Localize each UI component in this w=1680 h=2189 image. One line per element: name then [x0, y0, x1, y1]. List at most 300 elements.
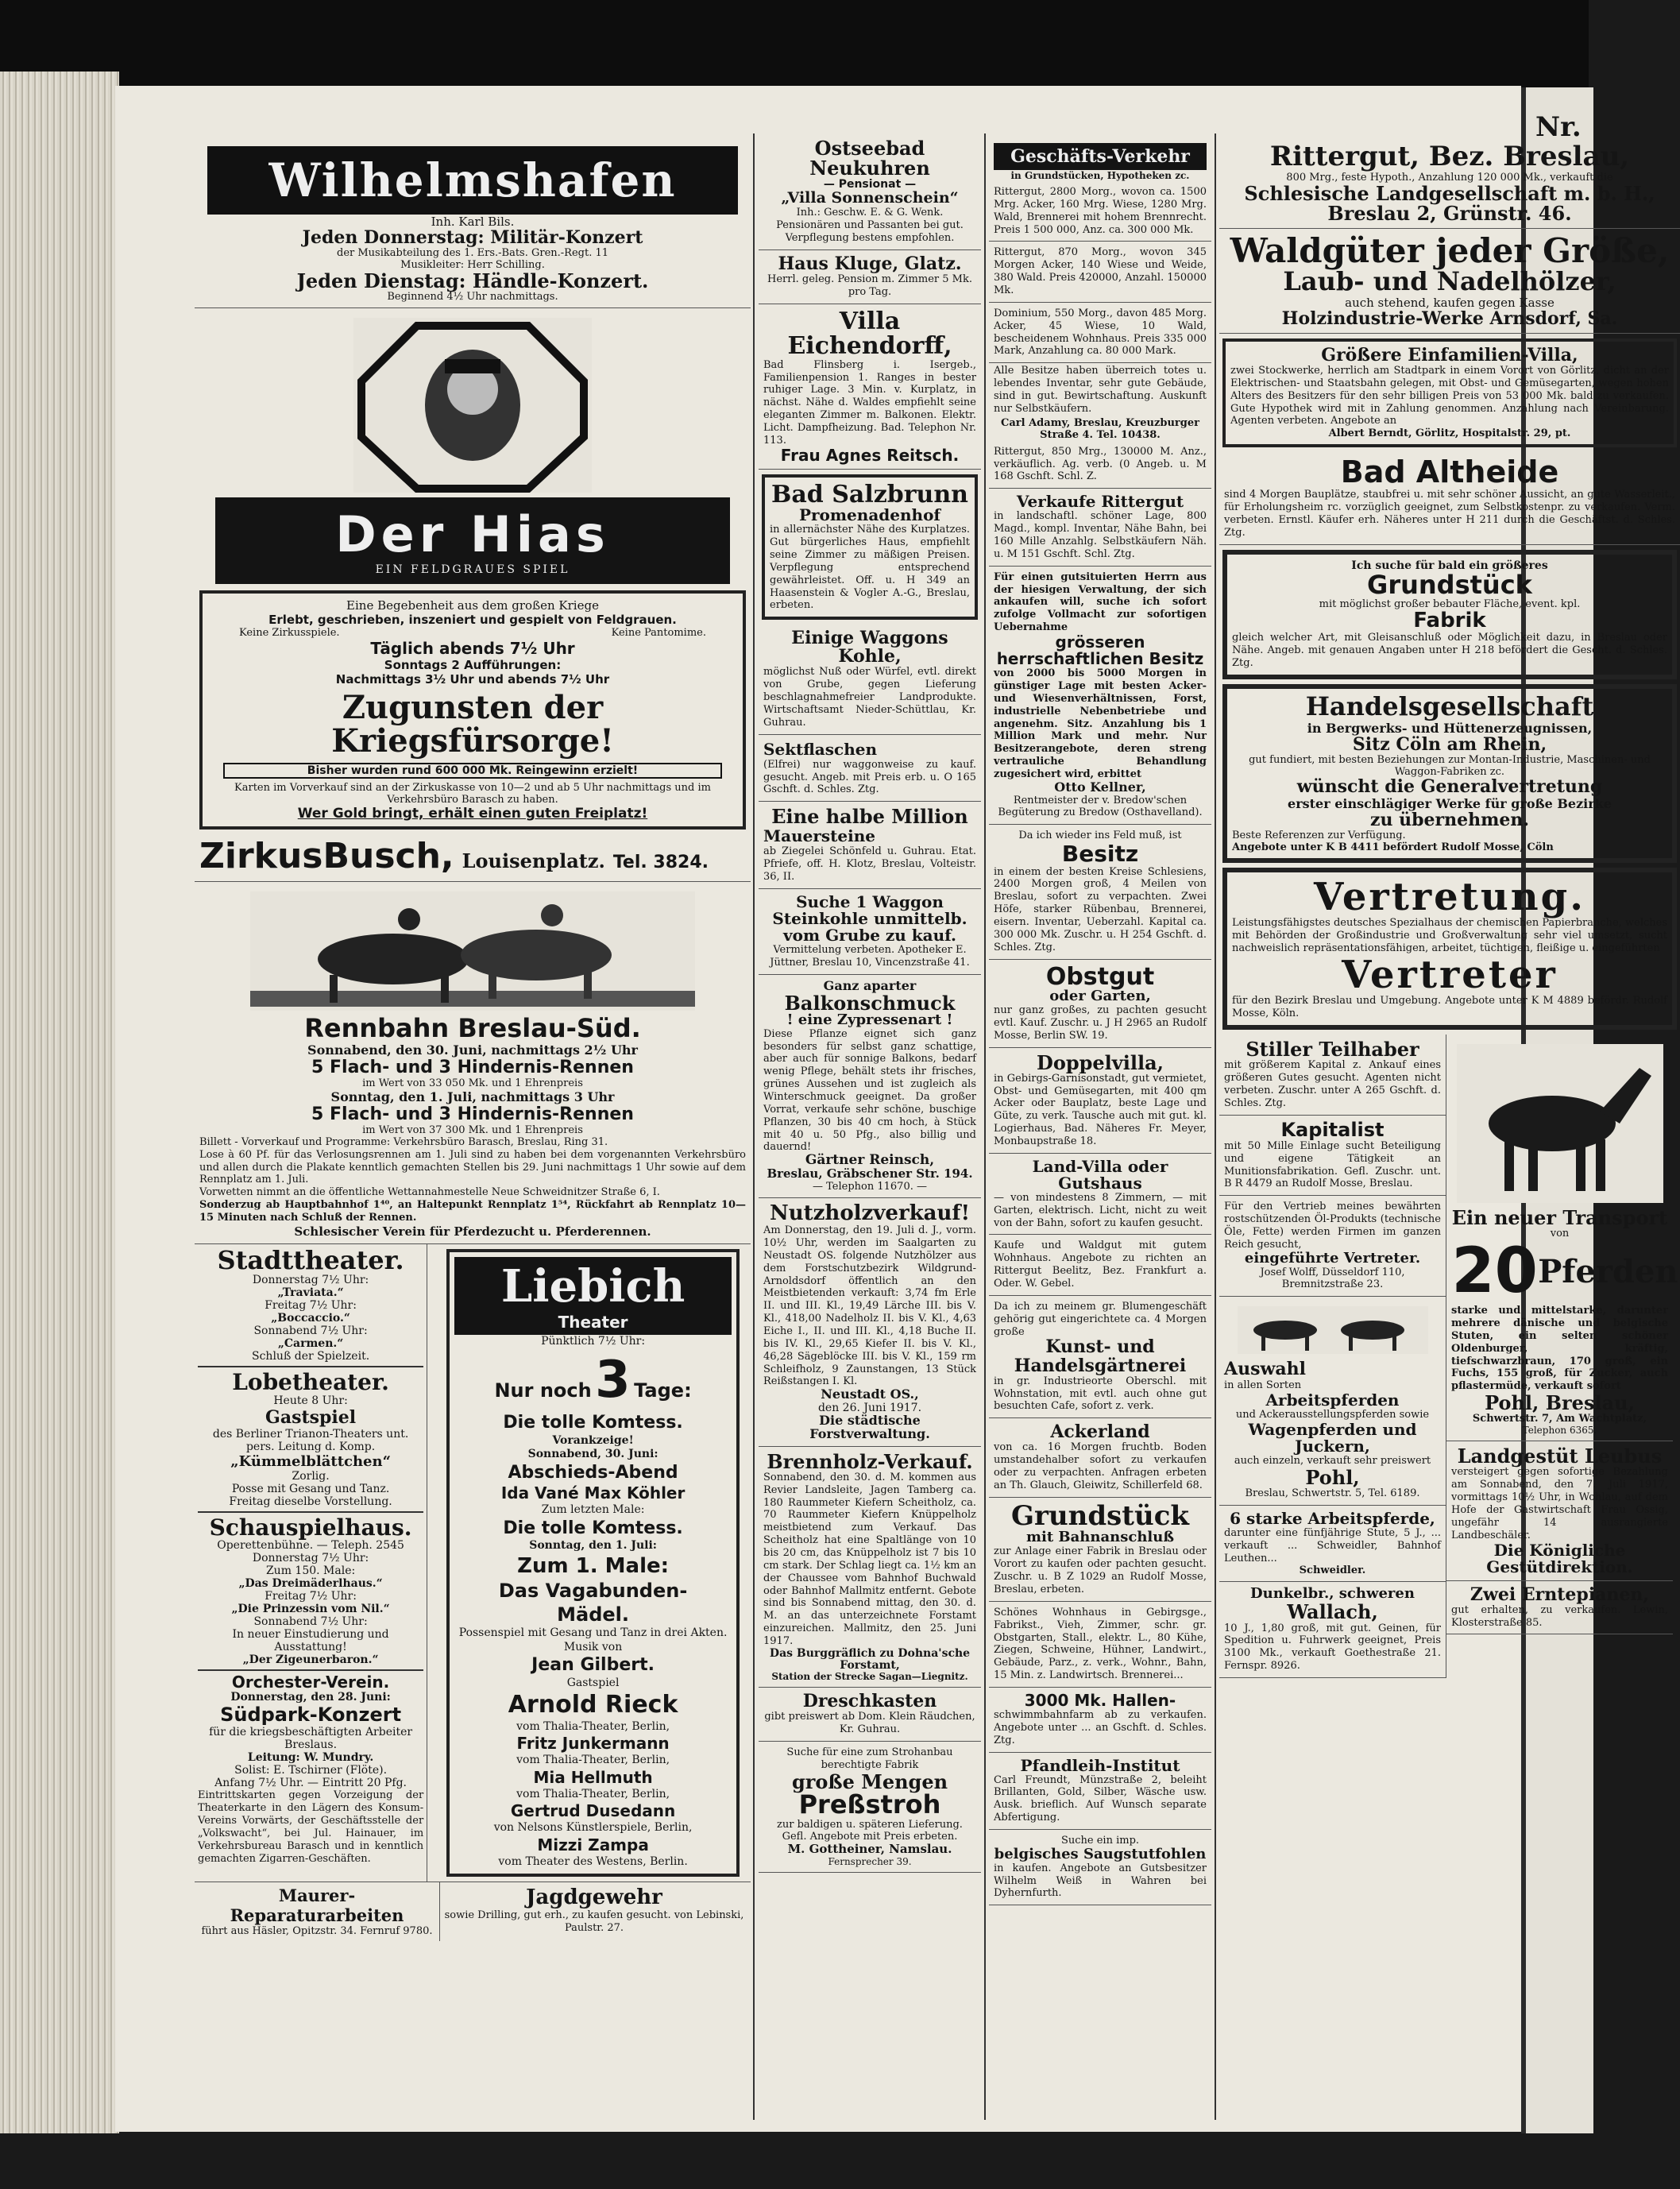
blumen-intro: Da ich zu meinem gr. Blumengeschäft gehörig gut eingerichtete ca. 4 Morgen große	[994, 1300, 1207, 1338]
oele-owner: Josef Wolff, Düsseldorf 110, Bremnitzstraße 23.	[1260, 1266, 1405, 1291]
ad-einfamilien-villa	[1222, 338, 1677, 447]
brennholz-text: Sonnabend, den 30. d. M. kommen aus Revier Landsleite, Jagen Tamberg ca. 180 Raummeter Kiefern Scheitholz, ca. 70 Raummeter Kiefern Knüppelholz meistbietend zum Verkauf. Das Scheitholz hat eine Spaltlänge von 10 bis 20 cm, das Knüppelholz ist 7 bis 10 cm stark. Der Schlag liegt ca. 1½ km an der Chaussee vom Bahnhof Buchwald oder Bahnhof Mallmitz entfernt. Gebote sind bis Sonnabend mittag, den 30. d. M. an das unterzeichnete Forstamt einzureichen. Mallmitz, den 25. Juni 1917.	[763, 1471, 976, 1648]
facing-page-label: Nr.	[1535, 111, 1582, 143]
stadttheater-line: „Boccaccio.“	[271, 1312, 350, 1325]
feldgrauen-notes	[207, 627, 738, 639]
liebich-line: Gastspiel	[566, 1676, 620, 1689]
waldgueter-title2: Laub- und Nadelhölzer,	[1283, 266, 1616, 297]
vertretung-text: Leistungsfähigstes deutsches Spezialhaus der chemischen Papierbranche, welches mit Behörden der Großindustrie und Großverwaltung sehr viel umsetzt, sucht nachweislich repräsentationsfähigen, arbeitet, tüchtigen, fleißige u. eingeführten	[1232, 917, 1667, 955]
c4-rittergut-company: Schlesische Landgesellschaft m. b. H.,	[1244, 181, 1655, 205]
brennholz-title: Brennholz-Verkauf.	[767, 1449, 973, 1473]
ad-rittergut-2800: Rittergut, 2800 Morg., wovon ca. 1500 Mrg. Acker, 160 Mrg. Wiese, 1280 Mrg. Wald, Brennerei mit hohem Brennrecht. Preis 1 500 000, Anz. ca. 300 000 Mk.	[989, 181, 1211, 242]
jagdgewehr-text: sowie Drilling, gut erh., zu kaufen gesucht. von Lebinski, Paulstr. 27.	[444, 1909, 744, 1935]
ad-hallen	[989, 1688, 1211, 1753]
ad-ostseebad	[759, 133, 981, 250]
balkon-title: Ganz aparter	[823, 977, 917, 993]
steinkohle-text: Vermittelung verbeten. Apotheker E. Jüttner, Breslau 10, Vincenzstraße 41.	[770, 944, 970, 969]
kunst-text: in gr. Industrieorte Oberschl. mit Wohnstation, mit evtl. auch ohne gut besuchten Cafe, sofort z. verk.	[994, 1375, 1207, 1413]
ad-grundstueck-fabrik	[1222, 550, 1677, 679]
rennbahn-title: Rennbahn Breslau-Süd.	[304, 1013, 641, 1044]
liebich-line: Tage:	[634, 1379, 692, 1402]
wallach-title: Dunkelbr., schweren	[1250, 1585, 1415, 1603]
balkon-addr: Breslau, Gräbschener Str. 194.	[767, 1166, 973, 1182]
obstgut-text: nur ganz großes, zu pachten gesucht evtl. Kauf. Zuschr. u. J H 2965 an Rudolf Mosse, Berlin SW. 19.	[994, 1004, 1207, 1042]
ad-bad-altheide	[1219, 452, 1680, 544]
liebich-line: Vorankzeige!	[552, 1433, 634, 1447]
teilhaber-text: mit größerem Kapital z. Ankauf eines größeren Gutes gesucht. Agenten nicht verbeten. Zuschr. unter A 265 Gschft. d. Schles. Ztg.	[1224, 1059, 1441, 1109]
feldgrauen-note-right: Keine Pantomime.	[611, 627, 706, 640]
waldgueter-text: auch stehend, kaufen gegen Kasse	[1345, 295, 1554, 310]
saugfohlen-title: belgisches Saugstutfohlen	[994, 1845, 1207, 1862]
liebich-title: Liebich	[500, 1259, 686, 1313]
rennbahn-l2: 5 Flach- und 3 Hindernis-Rennen	[311, 1057, 634, 1077]
c4-left-sub	[1219, 1035, 1446, 1678]
besitz-text: in einem der besten Kreise Schlesiens, 2400 Morgen groß, 4 Meilen von Breslau, sofort zu verpachten. Zwei Höfe, starker Rübenbau, Brennerei, eisern. Inventar, Ueberzahl. Kapital ca. 300 000 Mk. Zuschr. u. H 254 Gschft. d. Schles. Ztg.	[994, 865, 1207, 953]
feldgrauen-gold: Wer Gold bringt, erhält einen guten Freiplatz!	[297, 806, 648, 822]
nutzholz-date: den 26. Juni 1917.	[817, 1402, 922, 1415]
feldgrauen-tickets: Karten im Vorverkauf sind an der Zirkuskasse von 10—2 und ab 5 Uhr nachmittags und im Verkehrsbüro Barasch zu haben.	[234, 782, 711, 806]
c4-grundstueck-text: mit möglichst großer bebauter Fläche, event. kpl.	[1319, 598, 1581, 611]
nutzholz-text: Am Donnerstag, den 19. Juli d. J., vorm. 10½ Uhr, werden im Saalgarten zu Neustadt OS. folgende Nutzhölzer aus dem Forstschutzbezirk Wildgrund-Arnoldsdorf öffentlich an den Meistbietenden verkauft: 3,74 fm Erle II. und III. Kl., 19,49 Lärche III. bis V. Kl., 418,00 Nadelholz II. bis V. Kl., 4,63 Eiche I., II. und III. Kl., 4,18 Buche II. bis IV. Kl., 29,65 Kiefer II. bis V. Kl., 46,28 Sägeblöcke III. bis V. Kl., 159 rm Schleifholz, 9 Zaunstangen, 13 Stück Reißstangen I. Kl.	[763, 1224, 976, 1388]
column-2	[759, 86, 981, 2179]
ad-jagdgewehr	[440, 1882, 748, 1941]
der-hias-title: Der Hias	[335, 505, 610, 564]
herrschaft-text: von 2000 bis 5000 Morgen in günstiger Lage mit besten Acker- und Wiesenverhältnissen, Forst, industrielle Nebenbetriebe und angenehm. Sitz. Anzahlung bis 1 Million Mark und mehr. Nur Besitzerangebote, deren streng vertrauliche Behandlung zugesichert wird, erbittet	[994, 667, 1207, 780]
schauspielhaus-line: Donnerstag 7½ Uhr:	[252, 1552, 369, 1565]
besitz-title: Besitz	[1061, 841, 1139, 868]
column-4	[1219, 86, 1680, 2184]
column-rule	[753, 133, 755, 2120]
orchester-line: Anfang 7½ Uhr. — Eintritt 20 Pfg.	[214, 1777, 407, 1790]
ad-halbe-million	[759, 802, 981, 889]
stadttheater-line: Schluß der Spielzeit.	[252, 1350, 370, 1363]
ad-grundstueck-bahn	[989, 1498, 1211, 1602]
bottom-row-col1	[195, 1882, 751, 1941]
handel-l3: gut fundiert, mit besten Beziehungen zur Montan-Industrie, Maschinen- und Waggon-Fabriken zc.	[1249, 753, 1651, 778]
leubus-text: versteigert gegen sofortige Bezahlung am Sonnabend, den 7. Juli 1917, vormittags 10½ Uhr, in Wohlau, auf dem Hofe der Gastwirtschaft Frau Ossig, ungefähr 14 ausrangierte Landbeschäler.	[1451, 1466, 1668, 1541]
ad-sektflaschen	[759, 735, 981, 803]
eichendorff-title: Villa Eichendorff,	[787, 307, 952, 361]
feldgrauen-details-box	[199, 590, 746, 830]
liebich-line: Ida Vané Max Köhler	[500, 1483, 686, 1503]
lobetheater-line: Gastspiel	[265, 1406, 357, 1428]
dreschkasten-title: Dreschkasten	[802, 1691, 937, 1712]
million-sub: Mauersteine	[763, 826, 875, 846]
liebich-header	[454, 1257, 732, 1335]
pferde-number: 20	[1451, 1236, 1538, 1308]
column-3	[989, 86, 1211, 2189]
liebich-line: Arnold Rieck	[508, 1691, 678, 1719]
kunst-title: Kunst- und Handelsgärtnerei	[1014, 1336, 1187, 1376]
ad-20-pferden	[1446, 1035, 1678, 1441]
ad-waggons-kohle	[759, 625, 981, 734]
orchester-title: Orchester-Verein.	[231, 1673, 390, 1692]
landvilla-text: — von mindestens 8 Zimmern, — mit Garten, elektrisch. Licht, nicht zu weit von der Bahn, sofort zu kaufen gesucht.	[994, 1191, 1207, 1229]
liebich-line: vom Theater des Westens, Berlin.	[498, 1854, 688, 1868]
ad-erntepianen	[1446, 1581, 1673, 1635]
lobetheater-lines	[198, 1394, 423, 1508]
feldgrauen-note-left: Keine Zirkusspiele.	[239, 627, 340, 640]
orchester-line: Solist: E. Tschirner (Flöte).	[234, 1764, 388, 1777]
auswahl-title3: Wagenpferden und Juckern,	[1248, 1420, 1417, 1456]
kapitalist-text: mit 50 Mille Einlage sucht Beteiligung und eigene Tätigkeit an Munitionsfabrikation. Gefl. Zuschr. unt. B R 4479 an Rudolf Mosse, Breslau.	[1224, 1139, 1441, 1190]
brennholz-station: Station der Strecke Sagan—Liegnitz.	[771, 1671, 968, 1683]
c4-grundstueck-title: Grundstück	[1367, 569, 1532, 600]
auswahl-text3: auch einzeln, verkauft sehr preiswert	[1234, 1455, 1431, 1467]
verkaufe-text: in landschaftl. schöner Lage, 800 Magd., kompl. Inventar, Nähe Bahn, bei 160 Mille Anzahlg. Selbstkäufern Näh. u. M 151 Gschft. Schl. Ztg.	[994, 510, 1207, 560]
ad-rittergut-850: Rittergut, 850 Mrg., 130000 M. Anz., verkäuflich. Ag. verb. (0 Angeb. u. M 168 Gschft. Schl. Z.	[989, 441, 1211, 489]
balkon-tel: — Telephon 11670. —	[813, 1180, 927, 1193]
liebich-line: Mizzi Zampa	[537, 1835, 649, 1854]
handel-title: Handelsgesellschaft	[1305, 691, 1594, 722]
waggons-text: möglichst Nuß oder Würfel, evtl. direkt von Grube, gegen Lieferung beschlagnahmefreier Landprodukte. Wirtschaftsamt Nieder-Schüttlau, Kr. Guhrau.	[763, 666, 976, 729]
salzbrunn-title: Bad Salzbrunn	[771, 480, 968, 509]
liebich-line: Fritz Junkermann	[516, 1734, 670, 1754]
ostseebad-sub: — Pensionat —	[823, 178, 917, 191]
sektflaschen-text: (Elfrei) nur waggonweise zu kauf. gesucht. Angeb. mit Preis erb. u. O 165 Gschft. d. Schles. Ztg.	[763, 758, 976, 796]
schauspielhaus-line: „Der Zigeunerbaron.“	[242, 1653, 379, 1667]
liebich-line: vom Thalia-Theater, Berlin,	[516, 1719, 670, 1733]
adamy-contact: Carl Adamy, Breslau, Kreuzburger Straße 4. Tel. 10438.	[1001, 416, 1199, 441]
liebich-line: Jean Gilbert.	[531, 1655, 655, 1676]
ackerland-text: von ca. 16 Morgen fruchtb. Boden umstandehalber sofort zu verkaufen oder zu verpachten. Anfragen erbeten an Th. Glauch, Gleiwitz, Schillerfeld 68.	[994, 1441, 1207, 1491]
doppelvilla-title: Doppelvilla,	[1037, 1050, 1164, 1074]
liebich-line: Musik von	[563, 1640, 623, 1653]
altheide-text: sind 4 Morgen Bauplätze, staubfrei u. mit sehr schöner Aussicht, an gute Wasserleit., für Erholungsheim rc. vorzüglich geeignet, zum Selbstkostenpr. zu verkaufen. Verm. verbeten. Ernstl. Käufer erh. Näheres unter H 211 durch die Geschäftst. d. Schles. Ztg.	[1224, 489, 1675, 539]
saugfohlen-intro: Suche ein imp.	[1060, 1834, 1140, 1847]
zirkus-busch-tel: Tel. 3824.	[612, 853, 709, 873]
eichendorff-text: Bad Flinsberg i. Isergeb., Familienpension 1. Ranges in bester ruhiger Lage. 3 Min. v. Kurplatz, in nächst. Nähe d. Waldes empfiehlt seine eleganten Zimmer m. Balkonen. Elektr. Licht. Dampfheizung. Bad. Telephon Nr. 113.	[763, 358, 976, 447]
leubus-title: Landgestüt Leubus	[1457, 1445, 1663, 1468]
orchester-line: Leitung: W. Mundry.	[247, 1751, 374, 1765]
handel-l5: erster einschlägiger Werke für große Bezirke	[1288, 795, 1612, 811]
ad-bad-salzbrunn	[762, 474, 978, 621]
wilhelmshafen-line4: Jeden Dienstag: Händle-Konzert.	[296, 269, 649, 293]
jagdgewehr-title: Jagdgewehr	[526, 1885, 662, 1910]
ad-saugfohlen	[989, 1830, 1211, 1905]
verkaufe-title: Verkaufe Rittergut	[1016, 492, 1184, 512]
schauspielhaus-lines	[198, 1539, 423, 1666]
ad-pressstroh	[759, 1742, 981, 1873]
grundstueck-sub: mit Bahnanschluß	[1025, 1529, 1175, 1546]
ad-doppelvilla	[989, 1048, 1211, 1154]
theater-column	[195, 1244, 427, 1882]
handel-l2: Sitz Cöln am Rhein,	[1352, 733, 1547, 755]
schauspielhaus-line: Zum 150. Male:	[265, 1564, 356, 1578]
ad-dominium: Dominium, 550 Morg., davon 485 Morg. Acker, 45 Wiese, 10 Wald, bescheidenem Wohnhaus. Preis 335 000 Mark, Anzahlung ca. 80 000 Mark.	[989, 303, 1211, 363]
dreschkasten-text: gibt preiswert ab Dom. Klein Räudchen, Kr. Guhrau.	[764, 1711, 975, 1736]
liebich-line: von Nelsons Künstlerspiele, Berlin,	[493, 1821, 693, 1835]
ad-auswahl-pferde	[1219, 1297, 1446, 1506]
feldgrauen-p2: Erlebt, geschrieben, inszeniert und gespielt von Feldgrauen.	[268, 613, 677, 628]
orchester-line: Eintrittskarten gegen Vorzeigung der Theaterkarte in den Lägern des Konsum-Vereins Vorwärts, der Geschäftsstelle der „Volkswacht“, bei Jul. Hainauer, im Verkehrsbureau Barasch und in kenntlich gemachten Zigarren-Geschäften.	[198, 1789, 424, 1865]
leubus-office: Die Königliche Gestütdirektion.	[1486, 1540, 1633, 1576]
ad-wohnhaus: Schönes Wohnhaus in Gebirgsge., Fabrikst., Vieh, Zimmer, schr. gr. Obstgarten, Stall., elektr. L., 80 Kühe, Ziegen, Schweine, Hühner, Landwirt., Gebäude, Parz., z. verk., Wohnr., Bahn, 15 Min. z. Landwirtsch. Brennerei...	[989, 1602, 1211, 1688]
maurer-text: führt aus Häsler, Opitzstr. 34. Fernruf 9780.	[201, 1925, 433, 1938]
besitze-note: Alle Besitze haben überreich totes u. lebendes Inventar, sehr gute Gebäude, sind in gut. Bewirtschaftung. Auskunft nur Selbstkäufern.	[994, 365, 1207, 415]
arbeitspferde-text: darunter eine fünfjährige Stute, 5 J., ... verkauft ... Schweidler, Bahnhof Leuthen...	[1224, 1526, 1441, 1564]
ad-pfandleih	[989, 1753, 1211, 1830]
oele-text: Für den Vertrieb meines bewährten rostschützenden Öl-Produkts (technische Öle, Fette) werden Firmen im ganzen Reich gesucht,	[1224, 1201, 1441, 1251]
ostseebad-title: Ostseebad Neukuhren	[809, 137, 930, 180]
ad-balkonschmuck	[759, 975, 981, 1198]
ad-feldgrauen-spiel	[195, 308, 751, 882]
pressstroh-owner: M. Gottheiner, Namslau.	[787, 1842, 952, 1857]
wilhelmshafen-line2: der Musikabteilung des 1. Ers.-Bats. Gren.-Regt. 11	[337, 247, 608, 260]
pferde-addr: Schwertstr. 7, Am Wachtplatz,	[1472, 1413, 1647, 1425]
liebich-line: Die tolle Komtess.	[503, 1413, 683, 1433]
ad-landgestuet-leubus	[1446, 1441, 1673, 1580]
waggons-title: Einige Waggons Kohle,	[791, 628, 948, 667]
lobetheater-line: des Berliner Trianon-Theaters unt. pers. Leitung d. Komp.	[212, 1427, 409, 1453]
liebich-line: Zum letzten Male:	[541, 1503, 645, 1517]
newspaper-page	[115, 86, 1678, 2132]
ad-steinkohle	[759, 889, 981, 975]
rennbahn-l4: Sonntag, den 1. Juli, nachmittags 3 Uhr	[330, 1089, 615, 1104]
c4-rittergut-addr: Breslau 2, Grünstr. 46.	[1327, 201, 1572, 225]
ad-vertretung	[1222, 868, 1677, 1030]
rennbahn-l6: im Wert von 37 300 Mk. und 1 Ehrenpreis	[362, 1124, 583, 1136]
grundstueck-text: zur Anlage einer Fabrik in Breslau oder Vorort zu kaufen oder pachten gesucht. Zuschr. u. B Z 1029 an Rudolf Mosse, Breslau, erbeten.	[994, 1545, 1207, 1595]
auswahl-addr: Breslau, Schwertstr. 5, Tel. 6189.	[1245, 1487, 1420, 1500]
besitz-intro: Da ich wieder ins Feld muß, ist	[1018, 830, 1182, 842]
altheide-title: Bad Altheide	[1340, 454, 1559, 490]
ad-handelsgesellschaft	[1222, 684, 1677, 863]
ad-maurer	[195, 1882, 440, 1941]
ad-haus-kluge	[759, 250, 981, 304]
pressstroh-title: große Mengen	[791, 1769, 948, 1793]
rennbahn-l9: Vorwetten nimmt an die öffentliche Wettannahmestelle Neue Schweidnitzer Straße 6, I.	[199, 1186, 660, 1199]
doppelvilla-text: in Gebirgs-Garnisonstadt, gut vermietet, Obst- und Gemüsegarten, mit 400 qm Acker oder Bauplatz, beste Lage und Güte, zu verk. Tausche auch mit gut. kl. Logierhaus, Bad. Näheres Fr. Meyer, Monbaupstraße 18.	[994, 1072, 1207, 1148]
c4-rittergut-text: 800 Mrg., feste Hypoth., Anzahlung 120 000 Mk., verkauft die	[1286, 171, 1613, 184]
ad-rittergut-870: Rittergut, 870 Morg., wovon 345 Morgen Acker, 140 Wiese und Weide, 380 Wald. Preis 420000, Anzahl. 150000 Mk.	[989, 242, 1211, 302]
ad-obstgut	[989, 960, 1211, 1048]
der-hias-logo	[215, 497, 730, 584]
orchester-lines	[198, 1691, 423, 1865]
herrschaft-intro: Für einen gutsituierten Herrn aus der hiesigen Verwaltung, der sich ankaufen will, suche ich sofort zufolge Vollmacht zur sofortigen Uebernahme	[994, 570, 1207, 634]
nutzholz-place: Neustadt OS.,	[821, 1386, 919, 1402]
lobetheater-line: „Kümmelblättchen“	[230, 1452, 391, 1470]
arbeitspferde-title: 6 starke Arbeitspferde,	[1230, 1508, 1435, 1528]
arbeitspferde-owner: Schweidler.	[1299, 1564, 1366, 1577]
lobetheater-line: Posse mit Gesang und Tanz.	[231, 1482, 390, 1495]
feldgrauen-headline: Zugunsten der Kriegsfürsorge!	[331, 689, 614, 760]
ad-ackerland	[989, 1418, 1211, 1498]
wilhelmshafen-line5: Beginnend 4½ Uhr nachmittags.	[387, 291, 558, 304]
pressstroh-title2: Preßstroh	[798, 1789, 941, 1820]
horse-icon	[1457, 1044, 1663, 1203]
teilhaber-title: Stiller Teilhaber	[1246, 1037, 1419, 1061]
handel-l8: Angebote unter K B 4411 befördert Rudolf Mosse, Cöln	[1232, 841, 1554, 853]
zirkus-busch-line	[199, 836, 746, 876]
auswahl-title: Auswahl	[1224, 1359, 1306, 1380]
feldgrauen-profit: Bisher wurden rund 600 000 Mk. Reingewinn erzielt!	[223, 763, 722, 779]
million-title: Eine halbe Million	[771, 805, 968, 829]
ad-rittergut-breslau	[1219, 138, 1680, 229]
geschaefts-verkehr-sub: in Grundstücken, Hypotheken zc.	[1010, 170, 1190, 181]
ad-waldgueter	[1219, 229, 1680, 334]
rennbahn-l10: Sonderzug ab Hauptbahnhof 1⁴⁰, an Haltepunkt Rennplatz 1⁵⁴, Rückfahrt ab Rennplatz 10—15 Minuten nach Schluß der Rennen.	[199, 1199, 746, 1224]
auswahl-text2: und Ackerausstellungspferden sowie	[1235, 1409, 1430, 1421]
pfandleih-title: Pfandleih-Institut	[1020, 1755, 1180, 1775]
oele-title: eingeführte Vertreter.	[1244, 1249, 1421, 1267]
ad-handelsgaertnerei	[989, 1296, 1211, 1418]
liebich-line: Possenspiel mit Gesang und Tanz in drei Akten.	[458, 1626, 728, 1640]
schauspielhaus-line: Freitag 7½ Uhr:	[265, 1590, 357, 1603]
ad-land-villa	[989, 1154, 1211, 1236]
stadttheater-line: „Traviata.“	[277, 1286, 344, 1300]
wilhelmshafen-line1: Jeden Donnerstag: Militär-Konzert	[302, 227, 643, 248]
handel-l4: wünscht die Generalvertretung	[1296, 775, 1603, 797]
brennholz-office: Das Burggräflich zu Dohna'sche Forstamt,	[769, 1646, 971, 1672]
ad-herrschaftlicher-besitz	[989, 567, 1211, 826]
ostseebad-text: Inh.: Geschw. E. & G. Wenk. Pensionären und Passanten bei gut. Verpflegung bestens empfohlen.	[776, 207, 964, 245]
ad-brennholz	[759, 1447, 981, 1688]
schauspielhaus-line: Sonnabend 7½ Uhr:	[253, 1615, 368, 1629]
page-edges	[0, 72, 119, 2133]
kluge-text: Herrl. geleg. Pension m. Zimmer 5 Mk. pro Tag.	[767, 273, 972, 298]
balkon-sub2: ! eine Zypressenart !	[786, 1011, 953, 1028]
ostseebad-villa: „Villa Sonnenschein“	[781, 189, 959, 207]
rennbahn-l3: im Wert von 33 050 Mk. und 1 Ehrenpreis	[362, 1077, 583, 1089]
orchester-line: für die kriegsbeschäftigten Arbeiter Breslaus.	[209, 1726, 413, 1752]
ad-rennbahn	[195, 882, 751, 1244]
c4-right-sub	[1446, 1035, 1678, 1678]
lobetheater-line: Heute 8 Uhr:	[273, 1394, 348, 1407]
vertretung-text2: für den Bezirk Breslau und Umgebung. Angebote unter K M 4889 befördr. Rudolf Mosse, Köln.	[1232, 995, 1667, 1020]
horse-race-illustration	[250, 891, 695, 1011]
soldier-illustration	[353, 318, 592, 493]
liebich-line: Sonnabend, 30. Juni:	[527, 1448, 658, 1461]
kellner-name: Otto Kellner,	[1054, 779, 1146, 795]
pressstroh-text: zur baldigen u. späteren Lieferung. Gefl. Angebote mit Preis erbeten.	[777, 1818, 963, 1843]
lobetheater-title: Lobetheater.	[232, 1369, 389, 1396]
rennbahn-l1: Sonnabend, den 30. Juni, nachmittags 2½ Uhr	[307, 1042, 638, 1058]
liebich-line: Pünktlich 7½ Uhr:	[541, 1334, 646, 1348]
salzbrunn-sub: Promenadenhof	[798, 505, 941, 525]
stadttheater-line: „Carmen.“	[277, 1337, 344, 1351]
schauspielhaus-line: „Die Prinzessin vom Nil.“	[231, 1603, 390, 1616]
ad-stiller-teilhaber	[1219, 1035, 1446, 1116]
wilhelmshafen-owner: Inh. Karl Bils.	[431, 215, 515, 229]
obstgut-sub: oder Garten,	[1049, 988, 1151, 1005]
liebich-line: vom Thalia-Theater, Berlin,	[516, 1787, 670, 1800]
c4-bottom-row	[1219, 1035, 1680, 1678]
waldgueter-company: Holzindustrie-Werke Arnsdorf, Sa.	[1281, 307, 1618, 329]
herrschaft-title: grösseren herrschaftlichen Besitz	[996, 632, 1204, 669]
balkon-text: Diese Pflanze eignet sich ganz besonders für selbst ganz schattige, aber auch für sonnige Balkons, bedarf wenig Pflege, behält stets ihr frisches, grünes Aussehen und ist zugleich als Winterschmuck geeignet. Da großer Vorrat, verkaufe sehr schöne, buschige Pflanzen, 30 bis 40 cm hoch, à Stück mit 40 u. 50 Pfg., also billig und dauernd!	[763, 1027, 976, 1154]
rennbahn-l5: 5 Flach- und 3 Hindernis-Rennen	[311, 1104, 634, 1124]
liebich-line: vom Thalia-Theater, Berlin,	[516, 1754, 670, 1767]
ad-wallach	[1219, 1582, 1446, 1678]
orchester-line: Donnerstag, den 28. Juni:	[230, 1691, 391, 1704]
pferde-tel: Telephon 6365.	[1522, 1425, 1597, 1437]
scan-dark-border	[0, 0, 1589, 87]
c4-fabrik-text: gleich welcher Art, mit Gleisanschluß oder Möglichkeit dazu, in Breslau oder Nähe. Angeb. mit genauen Angaben unter H 218 befördert die Gescht. d. Schles. Ztg.	[1232, 632, 1667, 670]
handel-l1: in Bergwerks- und Hüttenerzeugnissen,	[1307, 720, 1593, 736]
zirkus-busch-title: ZirkusBusch,	[199, 836, 454, 877]
kapitalist-title: Kapitalist	[1280, 1118, 1385, 1141]
geschaefts-verkehr-header: Geschäfts-Verkehr	[994, 143, 1207, 170]
liebich-line: Sonntag, den 1. Juli:	[529, 1539, 657, 1553]
pferde-title: Ein neuer Transport	[1451, 1205, 1668, 1229]
ackerland-title: Ackerland	[1050, 1421, 1150, 1443]
ad-dreschkasten	[759, 1688, 981, 1742]
pfandleih-text: Carl Freundt, Münzstraße 2, beleiht Brillanten, Gold, Silber, Wäsche usw. Ausk. brieflich. Auf Wunsch separate Abfertigung.	[994, 1773, 1207, 1824]
pferde-owner: Pohl, Breslau,	[1485, 1391, 1635, 1415]
wilhelmshafen-banner: Wilhelmshafen	[207, 146, 738, 215]
schauspielhaus-line: In neuer Einstudierung und Ausstattung!	[232, 1628, 389, 1654]
column-rule	[984, 133, 986, 2120]
grundstueck-title: Grundstück	[1011, 1499, 1189, 1532]
pressstroh-tel: Fernsprecher 39.	[828, 1856, 912, 1868]
ad-besitz	[989, 825, 1211, 959]
horses-icon	[1238, 1306, 1428, 1354]
liebich-lines	[454, 1335, 732, 1870]
auswahl-title2: Arbeitspferden	[1265, 1390, 1400, 1410]
hallen-text: schwimmbahnfarm ab zu verkaufen. Angebote unter ... an Gschft. d. Schles. Ztg.	[994, 1708, 1207, 1746]
million-text: ab Ziegelei Schönfeld u. Guhrau. Etat. Pfriefe, off. H. Klotz, Breslau, Volteistr. 36, II.	[763, 845, 976, 884]
liebich-line: Mädel.	[557, 1603, 630, 1626]
rennbahn-l7: Billett - Vorverkauf und Programme: Verkehrsbüro Barasch, Breslau, Ring 31.	[199, 1135, 608, 1148]
nutzholz-office: Die städtische Forstverwaltung.	[809, 1413, 930, 1441]
ad-liebich-theater	[446, 1249, 740, 1878]
ad-wilhelmshafen	[195, 86, 751, 308]
liebich-line: Die tolle Komtess.	[503, 1518, 683, 1538]
kellner-title: Rentmeister der v. Bredow'schen Begüterung zu Bredow (Osthavelland).	[998, 794, 1203, 819]
liebich-nur-noch	[454, 1348, 732, 1412]
pferde-title2: Pferden	[1538, 1253, 1678, 1291]
handel-l7: Beste Referenzen zur Verfügung.	[1232, 829, 1406, 841]
wilhelmshafen-line3: Musikleiter: Herr Schilling.	[400, 259, 545, 272]
liebich-line: Mia Hellmuth	[533, 1767, 653, 1787]
auswahl-text: in allen Sorten	[1224, 1379, 1302, 1392]
rennbahn-l11: Schlesischer Verein für Pferdezucht u. Pferderennen.	[294, 1224, 651, 1239]
stadttheater-lines	[198, 1274, 423, 1363]
stadttheater-line: Freitag 7½ Uhr:	[265, 1299, 357, 1313]
vertreter-title: Vertreter	[1342, 952, 1558, 997]
pferde-von: von	[1550, 1228, 1570, 1240]
pressstroh-intro: Suche für eine zum Strohanbau berechtigte Fabrik	[786, 1746, 953, 1771]
salzbrunn-text: in allernächster Nähe des Kurplatzes. Gut bürgerliches Haus, empfiehlt seine Zimmer zu mäßigen Preisen. Verpflegung entsprechend gewährleistet. Off. u. H 349 an Haasenstein & Vogler A.-G., Breslau, erbeten.	[770, 524, 970, 612]
auswahl-owner: Pohl,	[1305, 1465, 1360, 1489]
c4-fabrik-title: Fabrik	[1413, 609, 1486, 633]
ad-villa-eichendorff	[759, 304, 981, 470]
nutzholz-title: Nutzholzverkauf!	[769, 1201, 971, 1225]
ad-nutzholzverkauf	[759, 1198, 981, 1447]
liebich-line: 3	[595, 1351, 631, 1410]
schauspielhaus-title: Schauspielhaus.	[209, 1514, 412, 1541]
liebich-column	[427, 1244, 751, 1882]
liebich-line: Nur noch	[494, 1379, 592, 1402]
saugfohlen-text: in kaufen. Angebote an Gutsbesitzer Wilhelm Weiß in Wahren bei Dyhernfurth.	[994, 1862, 1207, 1900]
liebich-line: Zum 1. Male:	[517, 1553, 670, 1578]
sektflaschen-title: Sektflaschen	[763, 739, 878, 759]
ad-waldgut: Kaufe und Waldgut mit gutem Wohnhaus. Angebote zu richten an Rittergut Beelitz, Bez. Frankfurt a. Oder. W. Gebel.	[989, 1235, 1211, 1295]
stadttheater-line: Sonnabend 7½ Uhr:	[253, 1325, 368, 1338]
kluge-title: Haus Kluge, Glatz.	[778, 253, 962, 274]
liebich-line: Das Vagabunden-	[498, 1580, 688, 1603]
c4-grundstueck-intro: Ich suche für bald ein größeres	[1351, 559, 1548, 572]
wallach-text: 10 J., 1,80 groß, mit gut. Geinen, für Spedition u. Fuhrwerk geeignet, Preis 3100 Mk., verkauft Goethestraße 21. Fernspr. 8926.	[1224, 1622, 1441, 1673]
stadttheater-title: Stadttheater.	[217, 1244, 404, 1275]
ad-kapitalist	[1219, 1116, 1446, 1197]
liebich-line: Gertrud Dusedann	[510, 1801, 676, 1821]
theater-ads-row	[195, 1244, 751, 1882]
ernte-title: Zwei Erntepianen,	[1470, 1584, 1650, 1605]
balkon-owner: Gärtner Reinsch,	[805, 1152, 935, 1169]
liebich-line: Abschieds-Abend	[508, 1462, 678, 1483]
